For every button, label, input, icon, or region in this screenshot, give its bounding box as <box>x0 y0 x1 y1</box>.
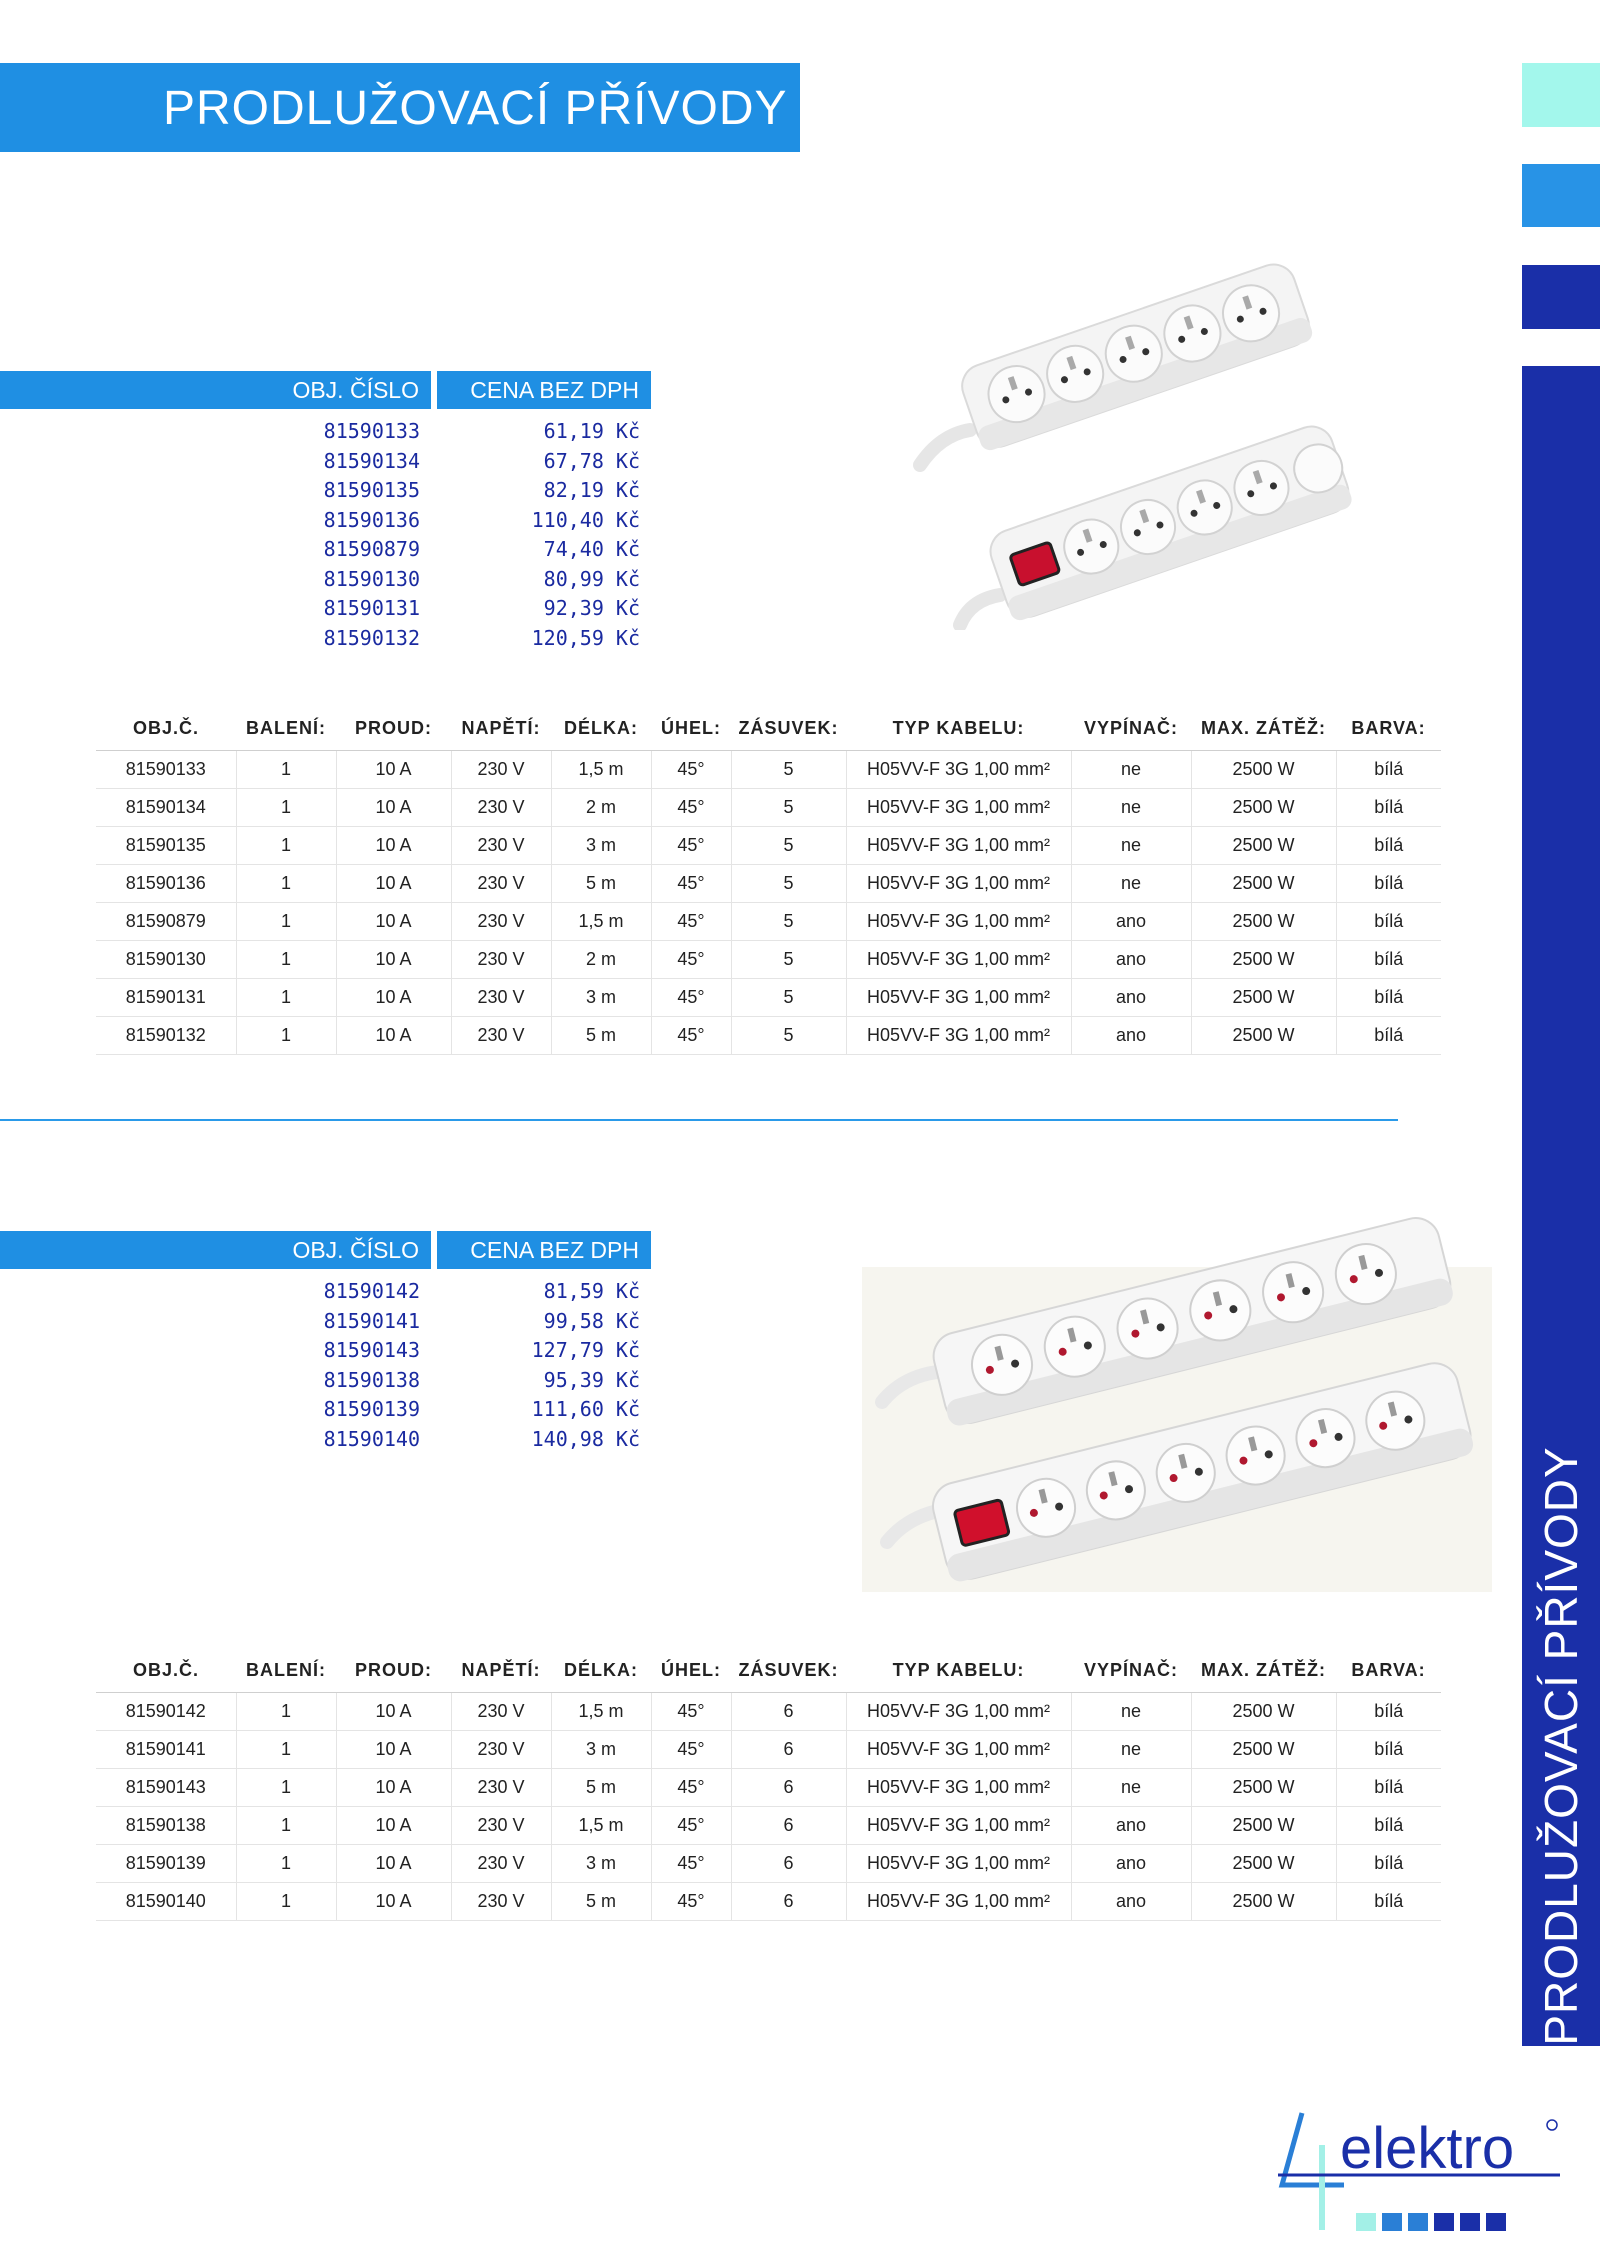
side-tab-navy <box>1522 265 1600 329</box>
table-row <box>96 865 1441 903</box>
table-cell: 5 <box>731 1017 846 1055</box>
table-cell: 6 <box>731 1845 846 1883</box>
column-header: ÚHEL: <box>651 706 731 751</box>
column-header: VYPÍNAČ: <box>1071 1648 1191 1693</box>
table-cell: 2500 W <box>1191 979 1336 1017</box>
table-cell: 1 <box>236 865 336 903</box>
column-header: MAX. ZÁTĚŽ: <box>1191 706 1336 751</box>
table-cell: 2500 W <box>1191 865 1336 903</box>
price-header-price: CENA BEZ DPH <box>437 1231 651 1269</box>
section-divider <box>0 1119 1398 1121</box>
table-cell: 10 A <box>336 1017 451 1055</box>
table-cell: 10 A <box>336 1845 451 1883</box>
table-cell: ne <box>1071 1693 1191 1731</box>
table-cell: 5 m <box>551 1017 651 1055</box>
price-code: 81590140 <box>323 1426 420 1451</box>
table-cell: 81590133 <box>96 751 236 789</box>
table-cell: 81590131 <box>96 979 236 1017</box>
table-cell: 5 <box>731 751 846 789</box>
side-tab-mint <box>1522 63 1600 127</box>
price-value: 110,40 Kč <box>531 507 640 532</box>
table-cell: bílá <box>1336 865 1441 903</box>
table-cell: 2500 W <box>1191 1017 1336 1055</box>
table-cell: 2500 W <box>1191 1807 1336 1845</box>
price-code: 81590879 <box>323 537 420 561</box>
table-cell: 5 <box>731 827 846 865</box>
table-cell: 45° <box>651 789 731 827</box>
column-header: ZÁSUVEK: <box>731 1648 846 1693</box>
price-value: 120,59 Kč <box>531 625 640 650</box>
column-header: BARVA: <box>1336 706 1441 751</box>
table-cell: 5 m <box>551 865 651 903</box>
price-value: 140,98 Kč <box>531 1426 640 1451</box>
table-cell: 45° <box>651 827 731 865</box>
table-cell: H05VV-F 3G 1,00 mm² <box>846 903 1071 941</box>
price-value: 67,78 Kč <box>543 448 640 473</box>
price-code: 81590141 <box>323 1308 420 1333</box>
product-image-5-socket <box>900 225 1360 630</box>
table-cell: 1 <box>236 1845 336 1883</box>
table-cell: 81590139 <box>96 1845 236 1883</box>
column-header: OBJ.Č. <box>96 1648 236 1693</box>
brand-logo <box>1270 2105 1570 2245</box>
price-header-2 <box>0 1231 660 1269</box>
column-header: NAPĚTÍ: <box>451 706 551 751</box>
logo-text: elektro <box>1340 2116 1515 2181</box>
column-header: BALENÍ: <box>236 1648 336 1693</box>
table-cell: 81590136 <box>96 865 236 903</box>
table-cell: H05VV-F 3G 1,00 mm² <box>846 979 1071 1017</box>
table-cell: 1 <box>236 827 336 865</box>
table-cell: H05VV-F 3G 1,00 mm² <box>846 1845 1071 1883</box>
page-title: PRODLUŽOVACÍ PŘÍVODY <box>163 82 788 135</box>
price-value: 92,39 Kč <box>543 596 640 620</box>
price-value: 74,40 Kč <box>543 537 640 561</box>
table-cell: bílá <box>1336 1693 1441 1731</box>
table-cell: ano <box>1071 1883 1191 1921</box>
page-title-bar <box>0 63 800 152</box>
table-cell: 1 <box>236 789 336 827</box>
table-cell: 45° <box>651 1731 731 1769</box>
table-cell: 5 <box>731 789 846 827</box>
price-value: 111,60 Kč <box>531 1397 640 1421</box>
price-list-2 <box>0 1277 660 1457</box>
table-cell: 81590134 <box>96 789 236 827</box>
column-header: BARVA: <box>1336 1648 1441 1693</box>
price-code: 81590143 <box>323 1338 420 1362</box>
price-value: 82,19 Kč <box>543 478 640 502</box>
price-code: 81590132 <box>323 625 420 650</box>
table-cell: bílá <box>1336 979 1441 1017</box>
column-header: BALENÍ: <box>236 706 336 751</box>
spec-table-2 <box>96 1648 1441 1921</box>
price-code: 81590139 <box>323 1397 420 1421</box>
table-cell: 10 A <box>336 903 451 941</box>
table-cell: bílá <box>1336 1807 1441 1845</box>
table-cell: 81590141 <box>96 1731 236 1769</box>
table-cell: bílá <box>1336 751 1441 789</box>
table-cell: 1 <box>236 941 336 979</box>
price-code: 81590131 <box>323 596 420 620</box>
table-cell: bílá <box>1336 827 1441 865</box>
table-cell: 6 <box>731 1807 846 1845</box>
table-cell: 230 V <box>451 1769 551 1807</box>
column-header: OBJ.Č. <box>96 706 236 751</box>
table-cell: bílá <box>1336 1731 1441 1769</box>
table-cell: 230 V <box>451 1883 551 1921</box>
table-cell: bílá <box>1336 1017 1441 1055</box>
table-cell: H05VV-F 3G 1,00 mm² <box>846 789 1071 827</box>
table-cell: 45° <box>651 751 731 789</box>
table-cell: 230 V <box>451 1845 551 1883</box>
table-cell: 1 <box>236 1693 336 1731</box>
column-header: TYP KABELU: <box>846 706 1071 751</box>
side-tab-blue <box>1522 164 1600 227</box>
column-header: VYPÍNAČ: <box>1071 706 1191 751</box>
table-row <box>96 903 1441 941</box>
table-cell: 10 A <box>336 941 451 979</box>
table-cell: 2500 W <box>1191 789 1336 827</box>
price-code: 81590136 <box>323 507 420 532</box>
price-header-1 <box>0 371 660 409</box>
table-cell: bílá <box>1336 1845 1441 1883</box>
table-cell: H05VV-F 3G 1,00 mm² <box>846 1769 1071 1807</box>
table-cell: H05VV-F 3G 1,00 mm² <box>846 865 1071 903</box>
table-cell: 10 A <box>336 1693 451 1731</box>
table-cell: 3 m <box>551 979 651 1017</box>
table-cell: 2500 W <box>1191 751 1336 789</box>
table-cell: 230 V <box>451 1807 551 1845</box>
table-cell: 230 V <box>451 827 551 865</box>
table-cell: H05VV-F 3G 1,00 mm² <box>846 1731 1071 1769</box>
table-cell: 81590138 <box>96 1807 236 1845</box>
table-cell: 230 V <box>451 979 551 1017</box>
table-cell: 230 V <box>451 865 551 903</box>
table-cell: 6 <box>731 1731 846 1769</box>
column-header: PROUD: <box>336 1648 451 1693</box>
table-cell: bílá <box>1336 1769 1441 1807</box>
price-value: 80,99 Kč <box>543 566 640 591</box>
table-cell: 5 <box>731 941 846 979</box>
table-cell: ano <box>1071 1017 1191 1055</box>
price-header-code: OBJ. ČÍSLO <box>0 1231 431 1269</box>
table-cell: 1 <box>236 979 336 1017</box>
table-cell: 6 <box>731 1883 846 1921</box>
table-cell: 1,5 m <box>551 1807 651 1845</box>
price-list-1 <box>0 417 660 657</box>
table-cell: 3 m <box>551 1845 651 1883</box>
table-row <box>96 827 1441 865</box>
table-cell: 45° <box>651 1807 731 1845</box>
table-cell: H05VV-F 3G 1,00 mm² <box>846 1883 1071 1921</box>
table-cell: 1 <box>236 1883 336 1921</box>
price-value: 95,39 Kč <box>543 1367 640 1392</box>
table-cell: bílá <box>1336 903 1441 941</box>
table-cell: 10 A <box>336 865 451 903</box>
table-cell: 230 V <box>451 941 551 979</box>
side-title: PRODLUŽOVACÍ PŘÍVODY <box>1535 1446 1587 2046</box>
table-cell: 5 m <box>551 1769 651 1807</box>
table-cell: ne <box>1071 789 1191 827</box>
table-cell: ano <box>1071 979 1191 1017</box>
table-cell: 2 m <box>551 789 651 827</box>
table-cell: H05VV-F 3G 1,00 mm² <box>846 751 1071 789</box>
table-cell: 1 <box>236 903 336 941</box>
price-code: 81590142 <box>323 1279 420 1303</box>
table-cell: 5 m <box>551 1883 651 1921</box>
table-cell: 45° <box>651 979 731 1017</box>
table-cell: 45° <box>651 865 731 903</box>
column-header: ÚHEL: <box>651 1648 731 1693</box>
table-cell: ne <box>1071 865 1191 903</box>
price-header-price: CENA BEZ DPH <box>437 371 651 409</box>
side-tab-title <box>1522 366 1600 2046</box>
table-cell: ano <box>1071 903 1191 941</box>
price-header-code: OBJ. ČÍSLO <box>0 371 431 409</box>
table-cell: ne <box>1071 751 1191 789</box>
column-header: DÉLKA: <box>551 1648 651 1693</box>
table-cell: 45° <box>651 1883 731 1921</box>
price-value: 61,19 Kč <box>543 419 640 443</box>
table-cell: 5 <box>731 865 846 903</box>
table-cell: 230 V <box>451 1731 551 1769</box>
table-cell: 10 A <box>336 1731 451 1769</box>
table-cell: 1,5 m <box>551 1693 651 1731</box>
table-row <box>96 751 1441 789</box>
table-cell: bílá <box>1336 941 1441 979</box>
table-cell: 2500 W <box>1191 1693 1336 1731</box>
table-cell: 45° <box>651 1845 731 1883</box>
table-cell: ne <box>1071 1769 1191 1807</box>
table-cell: H05VV-F 3G 1,00 mm² <box>846 1807 1071 1845</box>
table-cell: 6 <box>731 1693 846 1731</box>
table-cell: ano <box>1071 1807 1191 1845</box>
table-cell: 230 V <box>451 789 551 827</box>
table-cell: H05VV-F 3G 1,00 mm² <box>846 941 1071 979</box>
table-cell: 45° <box>651 1017 731 1055</box>
table-cell: 6 <box>731 1769 846 1807</box>
table-cell: 230 V <box>451 1017 551 1055</box>
column-header: DÉLKA: <box>551 706 651 751</box>
table-cell: 1,5 m <box>551 751 651 789</box>
table-cell: 81590142 <box>96 1693 236 1731</box>
table-cell: 81590143 <box>96 1769 236 1807</box>
table-cell: 10 A <box>336 1807 451 1845</box>
column-header: MAX. ZÁTĚŽ: <box>1191 1648 1336 1693</box>
table-cell: 2500 W <box>1191 903 1336 941</box>
table-row <box>96 1845 1441 1883</box>
table-cell: 2500 W <box>1191 941 1336 979</box>
table-cell: 5 <box>731 903 846 941</box>
table-cell: ne <box>1071 1731 1191 1769</box>
table-row <box>96 1883 1441 1921</box>
price-code: 81590138 <box>323 1367 420 1392</box>
table-cell: 2500 W <box>1191 1845 1336 1883</box>
table-cell: H05VV-F 3G 1,00 mm² <box>846 1693 1071 1731</box>
table-cell: ano <box>1071 1845 1191 1883</box>
price-value: 81,59 Kč <box>543 1279 640 1303</box>
table-cell: 3 m <box>551 827 651 865</box>
table-cell: 10 A <box>336 751 451 789</box>
table-cell: 45° <box>651 1769 731 1807</box>
table-cell: H05VV-F 3G 1,00 mm² <box>846 827 1071 865</box>
table-row <box>96 1769 1441 1807</box>
table-cell: 5 <box>731 979 846 1017</box>
table-row <box>96 979 1441 1017</box>
table-cell: 10 A <box>336 789 451 827</box>
table-cell: 10 A <box>336 827 451 865</box>
table-cell: 10 A <box>336 1883 451 1921</box>
price-code: 81590134 <box>323 448 420 473</box>
table-row <box>96 789 1441 827</box>
table-cell: 81590132 <box>96 1017 236 1055</box>
price-code: 81590133 <box>323 419 420 443</box>
table-cell: 45° <box>651 1693 731 1731</box>
table-row <box>96 1017 1441 1055</box>
price-code: 81590135 <box>323 478 420 502</box>
table-row <box>96 1807 1441 1845</box>
table-cell: 10 A <box>336 1769 451 1807</box>
table-cell: bílá <box>1336 789 1441 827</box>
product-image-6-socket <box>862 1182 1492 1592</box>
column-header: ZÁSUVEK: <box>731 706 846 751</box>
table-cell: 230 V <box>451 903 551 941</box>
column-header: TYP KABELU: <box>846 1648 1071 1693</box>
table-cell: 2500 W <box>1191 1731 1336 1769</box>
column-header: PROUD: <box>336 706 451 751</box>
table-cell: 2500 W <box>1191 1769 1336 1807</box>
price-code: 81590130 <box>323 566 420 591</box>
table-cell: 45° <box>651 941 731 979</box>
table-cell: 81590879 <box>96 903 236 941</box>
table-cell: 1 <box>236 751 336 789</box>
table-cell: 3 m <box>551 1731 651 1769</box>
table-cell: 1 <box>236 1807 336 1845</box>
price-value: 99,58 Kč <box>543 1308 640 1333</box>
table-cell: 10 A <box>336 979 451 1017</box>
table-row <box>96 1731 1441 1769</box>
table-cell: 81590140 <box>96 1883 236 1921</box>
table-cell: 1 <box>236 1769 336 1807</box>
table-cell: 2500 W <box>1191 827 1336 865</box>
table-cell: 2500 W <box>1191 1883 1336 1921</box>
table-row <box>96 941 1441 979</box>
table-cell: 1 <box>236 1731 336 1769</box>
table-cell: 81590135 <box>96 827 236 865</box>
table-cell: H05VV-F 3G 1,00 mm² <box>846 1017 1071 1055</box>
table-cell: 1,5 m <box>551 903 651 941</box>
table-cell: bílá <box>1336 1883 1441 1921</box>
table-cell: 230 V <box>451 751 551 789</box>
table-cell: 45° <box>651 903 731 941</box>
spec-table-1 <box>96 706 1441 1055</box>
table-cell: ne <box>1071 827 1191 865</box>
table-cell: ano <box>1071 941 1191 979</box>
table-cell: 81590130 <box>96 941 236 979</box>
table-cell: 2 m <box>551 941 651 979</box>
table-cell: 230 V <box>451 1693 551 1731</box>
price-value: 127,79 Kč <box>531 1338 640 1362</box>
column-header: NAPĚTÍ: <box>451 1648 551 1693</box>
table-row <box>96 1693 1441 1731</box>
table-cell: 1 <box>236 1017 336 1055</box>
